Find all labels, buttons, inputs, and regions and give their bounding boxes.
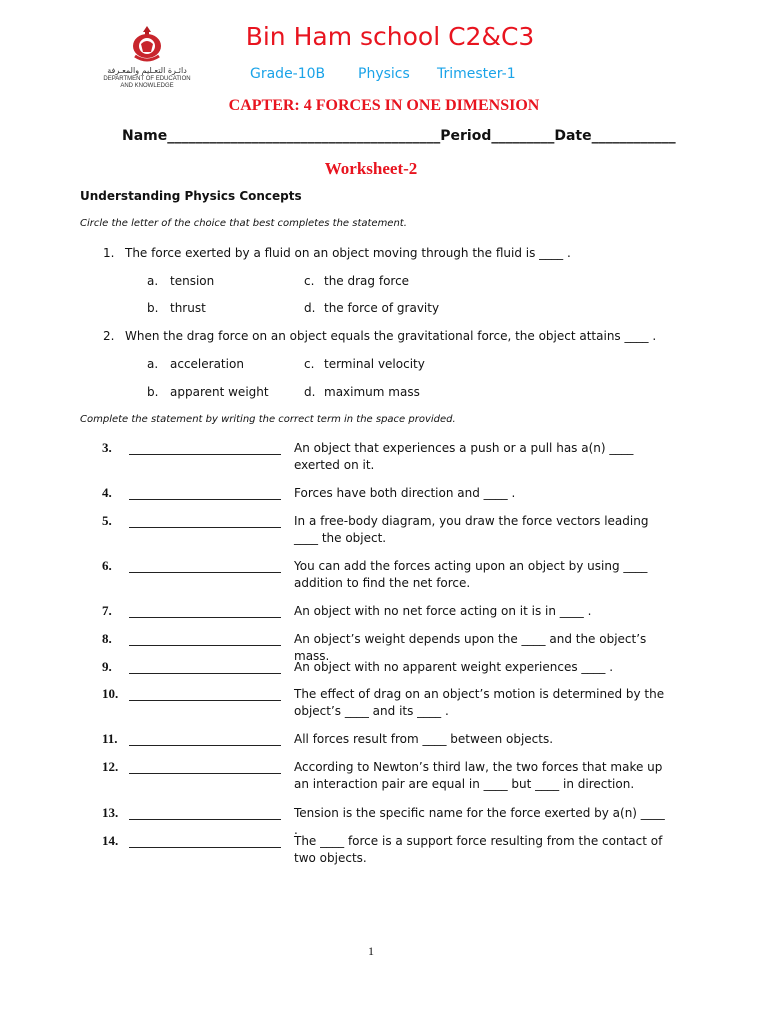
option-text: acceleration: [170, 357, 244, 371]
option-letter[interactable]: a.: [147, 274, 159, 288]
answer-blank[interactable]: [129, 440, 281, 455]
option-text: thrust: [170, 301, 206, 315]
completion-instructions: Complete the statement by writing the correct term in the space provided.: [80, 414, 456, 425]
question-number: 10.: [102, 686, 119, 701]
chapter-title: CAPTER: 4 FORCES IN ONE DIMENSION: [228, 97, 540, 114]
question-number: 13.: [102, 805, 119, 820]
option-text: terminal velocity: [324, 357, 425, 371]
logo-english-line1: DEPARTMENT OF EDUCATION: [103, 76, 191, 82]
question-text: The force exerted by a fluid on an object moving through the fluid is ____ .: [125, 246, 571, 260]
question-number: 7.: [102, 603, 112, 618]
school-title: Bin Ham school C2&C3: [245, 22, 535, 51]
option-letter[interactable]: c.: [304, 357, 315, 371]
option-letter[interactable]: b.: [147, 301, 159, 315]
question-statement: An object with no apparent weight experiences ____ .: [294, 660, 614, 674]
answer-blank[interactable]: [129, 603, 281, 618]
worksheet-title: Worksheet-2: [324, 159, 418, 178]
answer-blank[interactable]: [129, 731, 281, 746]
answer-blank[interactable]: [129, 631, 281, 646]
option-letter[interactable]: d.: [304, 301, 316, 315]
question-number: 9.: [102, 659, 112, 674]
term-label: Trimester-1: [437, 66, 516, 82]
question-number: 3.: [102, 440, 112, 455]
question-number: 1.: [103, 246, 115, 260]
option-text: tension: [170, 274, 215, 288]
question-number: 5.: [102, 513, 112, 528]
question-statement: The ____ force is a support force resulting from the contact of two objects.: [294, 834, 663, 865]
page-number: 1: [368, 944, 374, 958]
option-text: the force of gravity: [324, 301, 440, 315]
logo-english-line2: AND KNOWLEDGE: [120, 83, 174, 89]
option-text: apparent weight: [170, 385, 269, 399]
question-statement: An object with no net force acting on it is in ____ .: [294, 604, 592, 618]
option-text: the drag force: [324, 274, 410, 288]
answer-blank[interactable]: [129, 805, 281, 820]
answer-blank[interactable]: [129, 485, 281, 500]
question-statement: You can add the forces acting upon an object by using ____ addition to find the net force.: [294, 559, 648, 590]
logo-arabic-text: دائـرة التعـليم والمعـرفة: [107, 66, 187, 75]
question-text: When the drag force on an object equals the gravitational force, the object attains ____ .: [125, 329, 657, 343]
answer-blank[interactable]: [129, 659, 281, 674]
question-number: 6.: [102, 558, 112, 573]
question-statement: In a free-body diagram, you draw the force vectors leading ____ the object.: [294, 514, 649, 545]
question-statement: Tension is the specific name for the force exerted by a(n) ____ .: [294, 806, 665, 837]
question-statement: According to Newton’s third law, the two forces that make up an interaction pair are equal in ____ but ____ in direction.: [294, 760, 663, 791]
emblem-icon: [129, 24, 165, 64]
question-statement: An object’s weight depends upon the ____ and the object’s mass.: [294, 632, 647, 663]
answer-blank[interactable]: [129, 513, 281, 528]
question-statement: An object that experiences a push or a pull has a(n) ____ exerted on it.: [294, 441, 634, 472]
option-letter[interactable]: c.: [304, 274, 315, 288]
name-period-date-field[interactable]: Name_______________________________________Period_________Date____________: [122, 128, 676, 144]
answer-blank[interactable]: [129, 558, 281, 573]
question-number: 4.: [102, 485, 112, 500]
option-letter[interactable]: d.: [304, 385, 316, 399]
section-title: Understanding Physics Concepts: [80, 189, 302, 203]
question-number: 8.: [102, 631, 112, 646]
mc-instructions: Circle the letter of the choice that best completes the statement.: [80, 218, 407, 229]
question-number: 14.: [102, 833, 119, 848]
option-text: maximum mass: [324, 385, 420, 399]
grade-label: Grade-10B: [250, 66, 326, 82]
option-letter[interactable]: a.: [147, 357, 159, 371]
answer-blank[interactable]: [129, 833, 281, 848]
answer-blank[interactable]: [129, 759, 281, 774]
answer-blank[interactable]: [129, 686, 281, 701]
question-number: 12.: [102, 759, 119, 774]
subject-label: Physics: [358, 66, 410, 82]
question-number: 2.: [103, 329, 115, 343]
question-statement: The effect of drag on an object’s motion is determined by the object’s ____ and its ____ .: [294, 687, 665, 718]
question-number: 11.: [102, 731, 118, 746]
option-letter[interactable]: b.: [147, 385, 159, 399]
department-logo: [92, 24, 202, 100]
question-statement: Forces have both direction and ____ .: [294, 486, 516, 500]
question-statement: All forces result from ____ between objects.: [294, 732, 554, 746]
